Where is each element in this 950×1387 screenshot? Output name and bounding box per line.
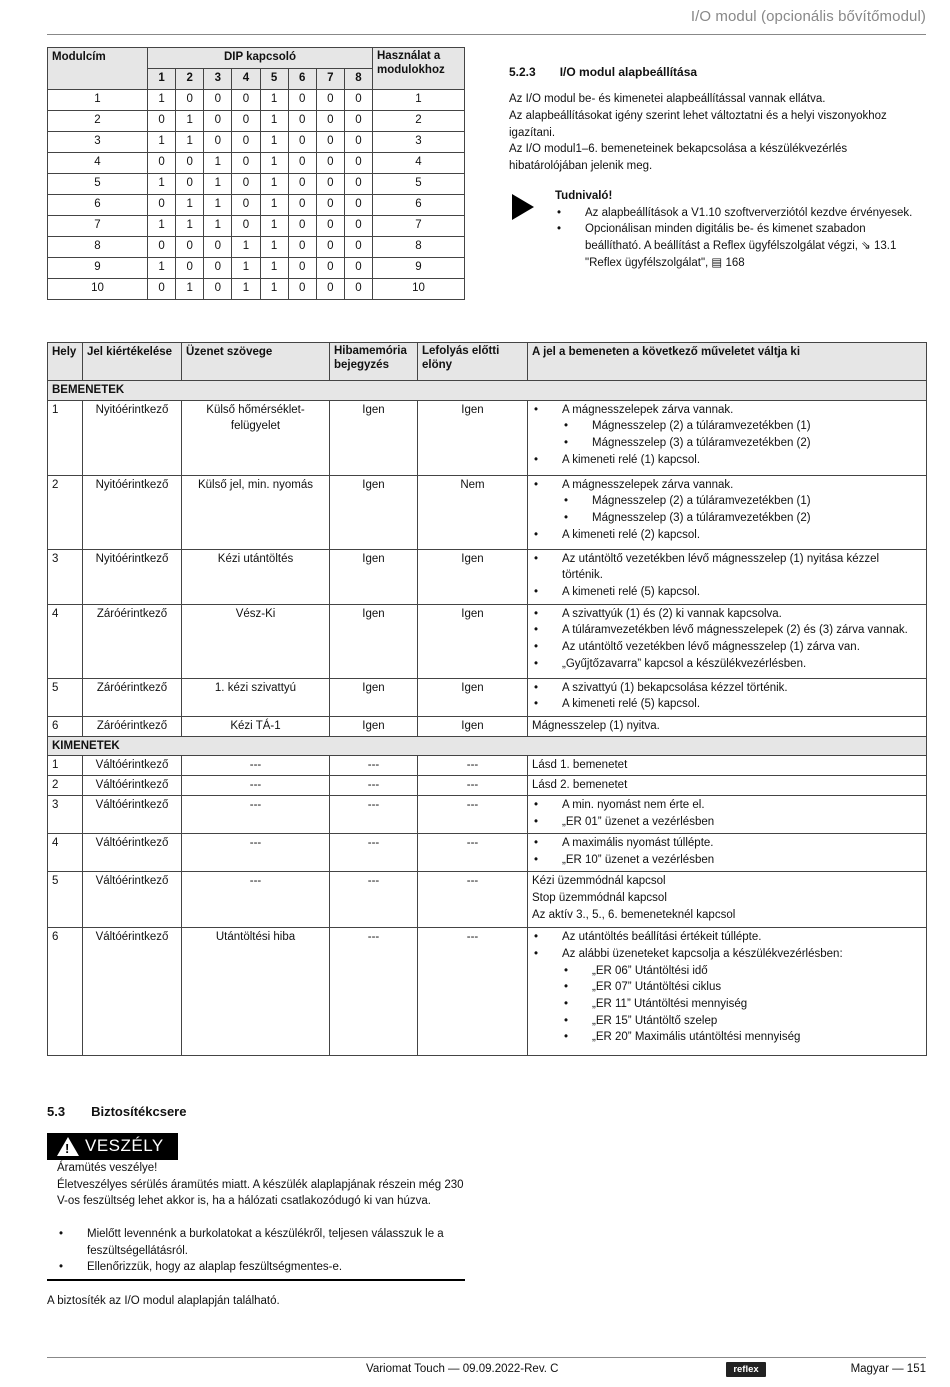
section-inputs: BEMENETEK (48, 381, 927, 401)
danger-title: Áramütés veszélye! (57, 1162, 158, 1174)
cell-hely: 1 (48, 400, 83, 475)
cell-dip: 0 (316, 153, 344, 174)
list-item: • A kimeneti relé (5) kapcsol. (532, 696, 922, 713)
table-row (48, 153, 465, 174)
cell-uzenet: Külső jel, min. nyomás (182, 475, 330, 549)
col-hely: Hely (48, 343, 83, 381)
cell-uzenet: --- (182, 834, 330, 872)
cell-dip: 0 (288, 153, 316, 174)
cell-dip: 0 (148, 111, 176, 132)
list-item: • „ER 06” Utántöltési idő (562, 963, 922, 980)
dip-number-header: 4 (232, 69, 260, 90)
paragraph: Az I/O modul be- és kimenetei alapbeállítással vannak ellátva. (509, 93, 826, 106)
text-line: Kézi üzemmódnál kapcsol (532, 875, 666, 888)
cell-dip: 1 (232, 237, 260, 258)
cell-hely: 5 (48, 678, 83, 716)
cell-dip: 1 (260, 111, 288, 132)
table-row (48, 174, 465, 195)
cell-dip: 0 (204, 111, 232, 132)
cell-hely: 5 (48, 872, 83, 928)
cell-dip: 0 (288, 237, 316, 258)
danger-text-block (57, 1160, 465, 1210)
cell-dip: 1 (260, 174, 288, 195)
dip-table-body (48, 90, 465, 300)
cell-hiba: --- (330, 928, 418, 1056)
cell-dip: 0 (288, 258, 316, 279)
cell-uzenet: Vész-Ki (182, 604, 330, 678)
cell-address: 1 (48, 90, 148, 111)
list-item: • „Gyűjtőzavarra” kapcsol a készülékvezérlésben. (532, 656, 922, 673)
list-item: • A szivattyúk (1) és (2) ki vannak kapcsolva. (532, 606, 922, 623)
cell-dip: 1 (260, 258, 288, 279)
cell-dip: 0 (232, 132, 260, 153)
cell-jel: Záróérintkező (83, 604, 182, 678)
cell-dip: 0 (316, 237, 344, 258)
cell-dip: 0 (288, 279, 316, 300)
cell-lefolyas: Igen (418, 400, 528, 475)
table-row (48, 111, 465, 132)
cell-dip: 1 (148, 132, 176, 153)
cell-hely: 4 (48, 834, 83, 872)
cell-dip: 0 (316, 258, 344, 279)
cell-muvelet (528, 928, 927, 1056)
table-row (48, 195, 465, 216)
cell-dip: 0 (148, 195, 176, 216)
cell-usage: 5 (373, 174, 465, 195)
danger-description: Életveszélyes sérülés áramütés miatt. A készülék alaplapjának részein még 230 V-os feszültség lehet akkor is, ha a hálózati csatlakozódugó ki van húzva. (57, 1178, 464, 1208)
cell-muvelet: Lásd 2. bemenetet (528, 776, 927, 796)
cell-hiba: --- (330, 776, 418, 796)
cell-usage: 10 (373, 279, 465, 300)
cell-lefolyas: Nem (418, 475, 528, 549)
cell-dip: 1 (176, 279, 204, 300)
list-item: • A szivattyú (1) bekapcsolása kézzel történik. (532, 680, 922, 697)
cell-lefolyas: Igen (418, 678, 528, 716)
cell-dip: 0 (232, 216, 260, 237)
cell-dip: 0 (344, 195, 372, 216)
cell-muvelet (528, 872, 927, 928)
cell-dip: 1 (260, 132, 288, 153)
dip-number-header: 1 (148, 69, 176, 90)
table-row (48, 258, 465, 279)
note-item: • Az alapbeállítások a V1.10 szoftververziótól kezdve érvényesek. (555, 205, 921, 222)
col-hiba: Hibamemória bejegyzés (330, 343, 418, 381)
section-outputs: KIMENETEK (48, 736, 927, 756)
cell-uzenet: --- (182, 796, 330, 834)
list-item: • Mágnesszelep (3) a túláramvezetékben (2) (562, 435, 922, 452)
cell-dip: 1 (260, 90, 288, 111)
text-line: Stop üzemmódnál kapcsol (532, 892, 667, 905)
table-row (48, 716, 927, 736)
cell-address: 10 (48, 279, 148, 300)
cell-dip: 1 (260, 216, 288, 237)
cell-muvelet (528, 678, 927, 716)
dip-switch-table (47, 47, 465, 300)
cell-dip: 0 (344, 258, 372, 279)
list-item: • A túláramvezetékben lévő mágnesszelepek (2) és (3) zárva vannak. (532, 622, 922, 639)
cell-dip: 0 (176, 237, 204, 258)
cell-lefolyas: --- (418, 776, 528, 796)
cell-muvelet (528, 834, 927, 872)
cell-dip: 0 (176, 90, 204, 111)
list-item: Az alábbi üzeneteket kapcsolja a készülékvezérlésben: (562, 948, 843, 961)
cell-dip: 0 (176, 174, 204, 195)
cell-dip: 0 (316, 132, 344, 153)
cell-hely: 2 (48, 776, 83, 796)
list-item: • „ER 15” Utántöltő szelep (562, 1013, 922, 1030)
cell-hiba: --- (330, 872, 418, 928)
cell-dip: 1 (176, 111, 204, 132)
cell-hely: 3 (48, 796, 83, 834)
cell-dip: 1 (260, 279, 288, 300)
col-jel: Jel kiértékelése (83, 343, 182, 381)
cell-dip: 0 (204, 237, 232, 258)
dip-number-header: 6 (288, 69, 316, 90)
cell-dip: 1 (176, 195, 204, 216)
cell-dip: 0 (288, 216, 316, 237)
cell-jel: Váltóérintkező (83, 796, 182, 834)
cell-hiba: --- (330, 834, 418, 872)
cell-uzenet: 1. kézi szivattyú (182, 678, 330, 716)
list-item: • Mágnesszelep (3) a túláramvezetékben (2) (562, 510, 922, 527)
cell-jel: Záróérintkező (83, 678, 182, 716)
cell-dip: 1 (148, 174, 176, 195)
cell-dip: 1 (260, 153, 288, 174)
danger-steps (57, 1226, 465, 1276)
table-row (48, 776, 927, 796)
table-row (48, 475, 927, 549)
cell-dip: 1 (176, 132, 204, 153)
cell-muvelet (528, 796, 927, 834)
cell-jel: Váltóérintkező (83, 756, 182, 776)
cell-lefolyas: --- (418, 928, 528, 1056)
warning-triangle-icon: ! (57, 1137, 79, 1156)
cell-dip: 0 (344, 237, 372, 258)
cell-dip: 0 (232, 90, 260, 111)
list-item: • „ER 11” Utántöltési mennyiség (562, 996, 922, 1013)
col-muvelet: A jel a bemeneten a következő műveletet váltja ki (528, 343, 927, 381)
cell-dip: 0 (176, 258, 204, 279)
list-item: • A maximális nyomást túllépte. (532, 835, 922, 852)
cell-usage: 3 (373, 132, 465, 153)
cell-hiba: Igen (330, 604, 418, 678)
section-title: Biztosítékcsere (91, 1104, 187, 1119)
io-assignment-table (47, 342, 927, 1056)
list-item: • „ER 07” Utántöltési ciklus (562, 979, 922, 996)
cell-jel: Váltóérintkező (83, 928, 182, 1056)
cell-dip: 0 (316, 111, 344, 132)
list-item: • Az utántöltő vezetékben lévő mágnesszelep (1) zárva van. (532, 639, 922, 656)
cell-address: 7 (48, 216, 148, 237)
list-item: • Az utántöltő vezetékben lévő mágnesszelep (1) nyitása kézzel történik. (532, 551, 922, 584)
play-arrow-icon (512, 194, 534, 220)
cell-dip: 0 (232, 153, 260, 174)
cell-uzenet: Külső hőmérséklet-felügyelet (182, 400, 330, 475)
cell-jel: Nyitóérintkező (83, 400, 182, 475)
col-usage: Használat a modulokhoz (373, 48, 465, 90)
reflex-logo: reflex (726, 1362, 766, 1377)
dip-number-header: 8 (344, 69, 372, 90)
cell-hely: 3 (48, 549, 83, 604)
list-item: • Az utántöltés beállítási értékeit túllépte. (532, 929, 922, 946)
dip-number-header: 2 (176, 69, 204, 90)
cell-dip: 0 (288, 174, 316, 195)
cell-lefolyas: --- (418, 756, 528, 776)
list-item: A mágnesszelepek zárva vannak. (562, 478, 734, 491)
cell-hely: 6 (48, 928, 83, 1056)
table-row (48, 237, 465, 258)
cell-uzenet: --- (182, 872, 330, 928)
cell-hely: 6 (48, 716, 83, 736)
cell-hiba: Igen (330, 400, 418, 475)
note-item: • Opcionálisan minden digitális be- és kimenet szabadon beállítható. A beállítást a Reflex ügyfélszolgálat végzi, ⇘ 13.1 "Reflex ügyfélszolgálat", ▤ 168 (555, 221, 921, 271)
section-heading (509, 64, 919, 81)
cell-address: 2 (48, 111, 148, 132)
note-box (509, 188, 921, 271)
list-item: • Mágnesszelep (2) a túláramvezetékben (1) (562, 418, 922, 435)
cell-dip: 1 (176, 216, 204, 237)
cell-uzenet: Kézi TÁ-1 (182, 716, 330, 736)
table-row (48, 216, 465, 237)
cell-jel: Záróérintkező (83, 716, 182, 736)
danger-badge (47, 1133, 178, 1160)
cell-dip: 0 (316, 279, 344, 300)
table-row (48, 834, 927, 872)
cell-jel: Váltóérintkező (83, 776, 182, 796)
table-row (48, 604, 927, 678)
cell-usage: 1 (373, 90, 465, 111)
cell-uzenet: --- (182, 756, 330, 776)
cell-dip: 0 (288, 132, 316, 153)
list-item: • Ellenőrizzük, hogy az alaplap feszültségmentes-e. (57, 1259, 465, 1276)
cell-dip: 1 (204, 174, 232, 195)
cell-lefolyas: --- (418, 796, 528, 834)
cell-address: 8 (48, 237, 148, 258)
cell-jel: Váltóérintkező (83, 872, 182, 928)
table-row (48, 796, 927, 834)
table-row (48, 756, 927, 776)
cell-dip: 0 (344, 132, 372, 153)
list-item: • „ER 20” Maximális utántöltési mennyiség (562, 1029, 922, 1046)
table-row (48, 400, 927, 475)
cell-dip: 0 (344, 153, 372, 174)
cell-dip: 0 (148, 153, 176, 174)
col-dip-switch: DIP kapcsoló (148, 48, 373, 69)
danger-label: VESZÉLY (85, 1136, 164, 1156)
cell-address: 5 (48, 174, 148, 195)
cell-dip: 0 (176, 153, 204, 174)
cell-dip: 0 (148, 279, 176, 300)
cell-hely: 1 (48, 756, 83, 776)
cell-hiba: --- (330, 796, 418, 834)
cell-dip: 0 (232, 111, 260, 132)
cell-usage: 9 (373, 258, 465, 279)
cell-dip: 0 (288, 90, 316, 111)
paragraph: Az alapbeállításokat igény szerint lehet változtatni és a helyi viszonyokhoz igazítani. (509, 110, 887, 139)
cell-dip: 0 (204, 90, 232, 111)
cell-dip: 1 (232, 258, 260, 279)
cell-dip: 0 (148, 237, 176, 258)
cell-dip: 1 (148, 216, 176, 237)
cell-dip: 0 (232, 195, 260, 216)
cell-dip: 1 (148, 258, 176, 279)
cell-dip: 0 (288, 195, 316, 216)
list-item: • A kimeneti relé (2) kapcsol. (532, 527, 922, 544)
danger-rule (47, 1279, 465, 1281)
section-number: 5.2.3 (509, 65, 536, 79)
cell-dip: 1 (232, 279, 260, 300)
footer-rule (47, 1357, 926, 1358)
table-row (48, 678, 927, 716)
cell-usage: 8 (373, 237, 465, 258)
cell-dip: 1 (204, 216, 232, 237)
cell-hiba: Igen (330, 678, 418, 716)
list-item: • A kimeneti relé (5) kapcsol. (532, 584, 922, 601)
cell-dip: 1 (148, 90, 176, 111)
cell-lefolyas: Igen (418, 716, 528, 736)
cell-uzenet: --- (182, 776, 330, 796)
cell-uzenet: Utántöltési hiba (182, 928, 330, 1056)
cell-hely: 2 (48, 475, 83, 549)
list-item: • „ER 01” üzenet a vezérlésben (532, 814, 922, 831)
cell-jel: Nyitóérintkező (83, 549, 182, 604)
fuse-location-text: A biztosíték az I/O modul alaplapján található. (47, 1295, 280, 1307)
cell-jel: Nyitóérintkező (83, 475, 182, 549)
col-module-address: Modulcím (48, 48, 148, 90)
cell-lefolyas: Igen (418, 604, 528, 678)
text-line: Az aktív 3., 5., 6. bemeneteknél kapcsol (532, 908, 736, 921)
cell-dip: 0 (232, 174, 260, 195)
cell-address: 9 (48, 258, 148, 279)
cell-dip: 0 (204, 279, 232, 300)
list-item: A mágnesszelepek zárva vannak. (562, 403, 734, 416)
cell-uzenet: Kézi utántöltés (182, 549, 330, 604)
list-item: • „ER 10” üzenet a vezérlésben (532, 852, 922, 869)
cell-jel: Váltóérintkező (83, 834, 182, 872)
note-title: Tudnivaló! (555, 190, 613, 202)
header-title: I/O modul (opcionális bővítőmodul) (690, 8, 926, 25)
footer-document-id: Variomat Touch — 09.09.2022-Rev. C (366, 1363, 559, 1375)
table-row (48, 132, 465, 153)
section-number: 5.3 (47, 1104, 66, 1119)
cell-muvelet (528, 400, 927, 475)
cell-hiba: --- (330, 756, 418, 776)
cell-address: 3 (48, 132, 148, 153)
cell-dip: 0 (316, 174, 344, 195)
cell-hiba: Igen (330, 549, 418, 604)
list-item: • A min. nyomást nem érte el. (532, 797, 922, 814)
header-rule (47, 34, 926, 35)
cell-usage: 4 (373, 153, 465, 174)
cell-dip: 0 (344, 279, 372, 300)
cell-dip: 0 (316, 216, 344, 237)
cell-dip: 0 (204, 258, 232, 279)
cell-dip: 0 (316, 195, 344, 216)
table-row (48, 549, 927, 604)
section-5-2-3 (509, 64, 919, 175)
cell-address: 6 (48, 195, 148, 216)
footer-page-number: Magyar — 151 (850, 1363, 926, 1375)
cell-dip: 1 (260, 237, 288, 258)
col-uzenet: Üzenet szövege (182, 343, 330, 381)
section-title: I/O modul alapbeállítása (559, 65, 698, 79)
col-lefolyas: Lefolyás előtti elöny (418, 343, 528, 381)
dip-number-header: 7 (316, 69, 344, 90)
cell-muvelet: Mágnesszelep (1) nyitva. (528, 716, 927, 736)
cell-address: 4 (48, 153, 148, 174)
list-item: • A kimeneti relé (1) kapcsol. (532, 452, 922, 469)
list-item: • Mágnesszelep (2) a túláramvezetékben (1) (562, 493, 922, 510)
cell-dip: 0 (344, 216, 372, 237)
dip-number-header: 5 (260, 69, 288, 90)
cell-muvelet: Lásd 1. bemenetet (528, 756, 927, 776)
cell-dip: 1 (204, 195, 232, 216)
cell-muvelet (528, 549, 927, 604)
cell-usage: 7 (373, 216, 465, 237)
table-row (48, 279, 465, 300)
cell-usage: 6 (373, 195, 465, 216)
cell-dip: 0 (288, 111, 316, 132)
dip-number-header: 3 (204, 69, 232, 90)
paragraph: Az I/O modul1–6. bemeneteinek bekapcsolása a készülékvezérlés hibatárolójában jelenik meg. (509, 143, 848, 173)
cell-dip: 0 (344, 90, 372, 111)
table-row (48, 90, 465, 111)
cell-dip: 1 (260, 195, 288, 216)
cell-muvelet (528, 475, 927, 549)
table-row (48, 928, 927, 1056)
cell-hiba: Igen (330, 716, 418, 736)
cell-usage: 2 (373, 111, 465, 132)
cell-dip: 1 (204, 153, 232, 174)
cell-dip: 0 (344, 174, 372, 195)
cell-lefolyas: --- (418, 834, 528, 872)
cell-dip: 0 (204, 132, 232, 153)
list-item: • Mielőtt levennénk a burkolatokat a készülékről, teljesen válasszuk le a feszültségellátásról. (57, 1226, 465, 1259)
cell-hely: 4 (48, 604, 83, 678)
cell-lefolyas: Igen (418, 549, 528, 604)
cell-dip: 0 (344, 111, 372, 132)
cell-muvelet (528, 604, 927, 678)
cell-hiba: Igen (330, 475, 418, 549)
cell-lefolyas: --- (418, 872, 528, 928)
cell-dip: 0 (316, 90, 344, 111)
table-row (48, 872, 927, 928)
section-5-3-heading (47, 1103, 186, 1122)
